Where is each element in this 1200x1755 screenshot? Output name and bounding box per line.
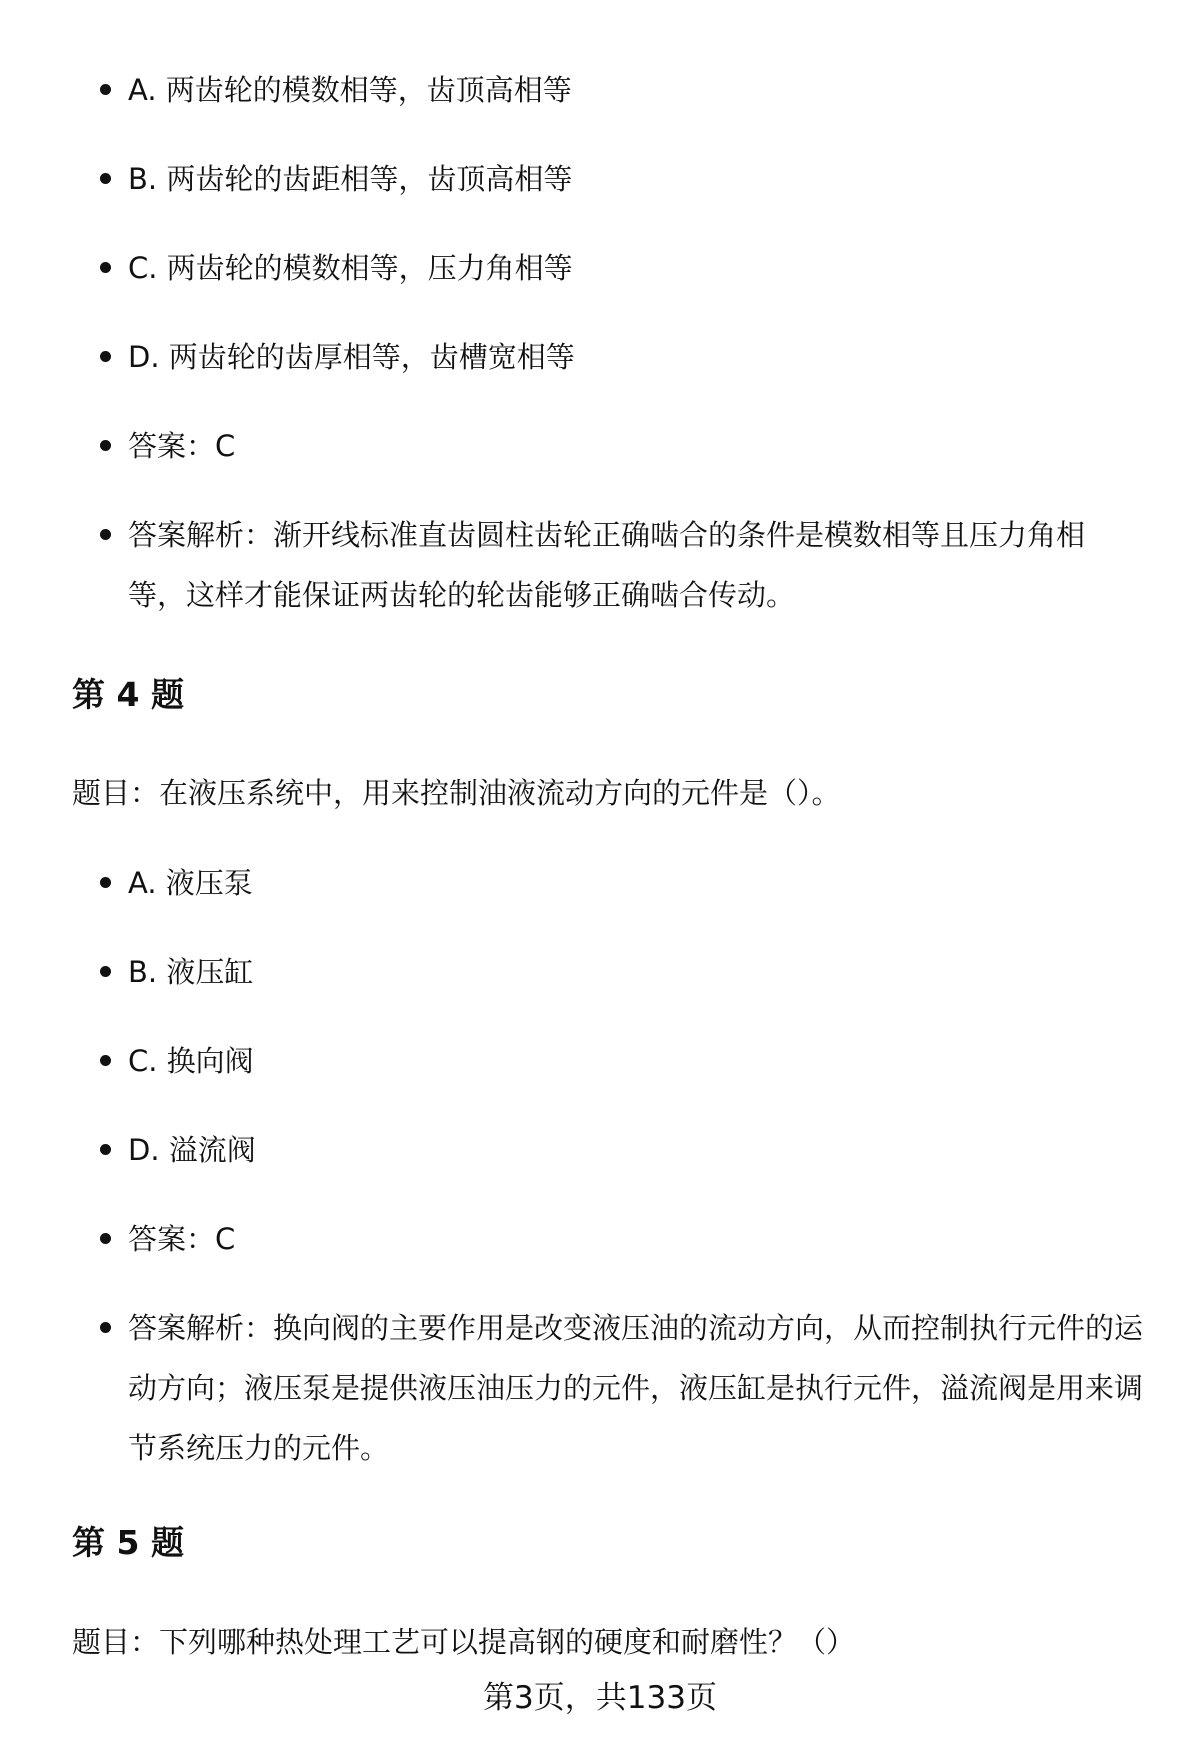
q3-option-b: B. 两齿轮的齿距相等，齿顶高相等	[128, 149, 1148, 209]
q3-explanation: 答案解析：渐开线标准直齿圆柱齿轮正确啮合的条件是模数相等且压力角相等，这样才能保证两齿轮的轮齿能够正确啮合传动。	[128, 505, 1118, 625]
q4-question: 题目：在液压系统中，用来控制油液流动方向的元件是（）。	[72, 776, 841, 810]
q5-question: 题目：下列哪种热处理工艺可以提高钢的硬度和耐磨性？（）	[72, 1625, 856, 1659]
q3-option-d: D. 两齿轮的齿厚相等，齿槽宽相等	[128, 327, 1148, 387]
q3-answer: 答案：C	[128, 416, 1148, 476]
q3-option-c: C. 两齿轮的模数相等，压力角相等	[128, 238, 1148, 298]
q4-option-d: D. 溢流阀	[128, 1120, 1148, 1180]
q4-explanation: 答案解析：换向阀的主要作用是改变液压油的流动方向，从而控制执行元件的运动方向；液压泵是提供液压油压力的元件，液压缸是执行元件，溢流阀是用来调节系统压力的元件。	[128, 1298, 1148, 1478]
page-footer: 第3页，共133页	[483, 1680, 717, 1716]
q4-answer: 答案：C	[128, 1209, 1148, 1269]
q4-heading: 第 4 题	[72, 675, 184, 714]
q4-option-b: B. 液压缸	[128, 942, 1148, 1002]
q3-option-a: A. 两齿轮的模数相等，齿顶高相等	[128, 60, 1148, 120]
q4-option-a: A. 液压泵	[128, 853, 1148, 913]
q4-option-c: C. 换向阀	[128, 1031, 1148, 1091]
q5-heading: 第 5 题	[72, 1523, 184, 1562]
